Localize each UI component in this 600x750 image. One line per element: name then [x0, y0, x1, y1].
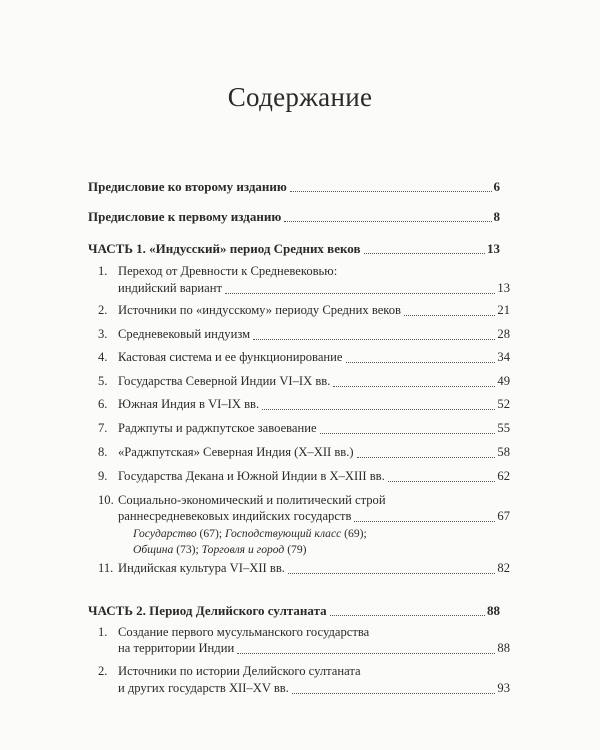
- toc-part-page: 88: [487, 603, 500, 618]
- toc-part-label: ЧАСТЬ 1. «Индусский» период Средних веков: [88, 241, 361, 256]
- subtopic-link[interactable]: Торговля и город: [201, 543, 285, 556]
- toc-item-9[interactable]: [88, 468, 510, 485]
- toc-item-number: 2.: [98, 303, 108, 317]
- leader-dots: [284, 220, 491, 222]
- subtopic-link[interactable]: Государство: [133, 527, 197, 540]
- toc-item-label: Южная Индия в VI–IX вв.: [118, 397, 260, 411]
- toc-item-11[interactable]: [88, 560, 510, 577]
- leader-dots: [225, 292, 495, 294]
- leader-dots: [346, 361, 496, 363]
- toc-item-page: 93: [497, 681, 510, 695]
- toc-item-7[interactable]: [88, 420, 510, 437]
- toc-item-page: 13: [497, 281, 510, 295]
- toc-item-number: 5.: [98, 374, 108, 388]
- toc-item-number: 8.: [98, 445, 108, 459]
- toc-item-1[interactable]: [88, 280, 510, 297]
- toc-subtopics-line1: [133, 526, 367, 541]
- toc-item-6[interactable]: [88, 396, 510, 413]
- toc-item-number: 4.: [98, 350, 108, 364]
- toc-item-8[interactable]: [88, 444, 510, 461]
- toc-item-text: Переход от Древности к Средневековью:: [118, 264, 338, 278]
- toc-item-2[interactable]: [88, 302, 510, 319]
- leader-dots: [364, 252, 486, 254]
- toc-item-5[interactable]: [88, 373, 510, 390]
- leader-dots: [404, 314, 495, 316]
- leader-dots: [354, 520, 495, 522]
- toc-entry-preface-second[interactable]: [88, 178, 500, 195]
- toc-item-number: 11.: [98, 561, 114, 575]
- toc-p2-item-2-line1: [98, 663, 361, 680]
- toc-item-10-line1: [98, 492, 386, 509]
- toc-item-number: 3.: [98, 327, 108, 341]
- toc-item-label: Государства Декана и Южной Индии в X–XIII вв.: [118, 469, 385, 483]
- toc-entry-page: 6: [493, 179, 500, 194]
- toc-item-number: 1.: [98, 264, 108, 278]
- leader-dots: [333, 385, 495, 387]
- toc-item-number: 1.: [98, 625, 108, 639]
- toc-item-text: Создание первого мусульманского государства: [118, 625, 370, 639]
- toc-entry-preface-first[interactable]: [88, 208, 500, 225]
- toc-item-page: 28: [497, 327, 510, 341]
- leader-dots: [330, 614, 485, 616]
- toc-item-label: Государства Северной Индии VI–IX вв.: [118, 374, 331, 388]
- toc-item-page: 82: [497, 561, 510, 575]
- subtopic-page: (67);: [196, 527, 225, 540]
- toc-item-label: Кастовая система и ее функционирование: [118, 350, 343, 364]
- toc-item-label: Индийская культура VI–XII вв.: [118, 561, 285, 575]
- toc-item-label: на территории Индии: [118, 641, 235, 655]
- subtopic-page: (73);: [173, 543, 202, 556]
- toc-subtopics-line2: [133, 542, 307, 557]
- toc-item-page: 21: [497, 303, 510, 317]
- toc-part-1[interactable]: [88, 240, 500, 257]
- leader-dots: [253, 338, 495, 340]
- toc-item-page: 52: [497, 397, 510, 411]
- toc-item-page: 67: [497, 509, 510, 523]
- toc-part-label: ЧАСТЬ 2. Период Делийского султаната: [88, 603, 327, 618]
- toc-item-4[interactable]: [88, 349, 510, 366]
- leader-dots: [320, 432, 496, 434]
- leader-dots: [357, 456, 496, 458]
- toc-item-number: 7.: [98, 421, 108, 435]
- toc-item-page: 49: [497, 374, 510, 388]
- leader-dots: [388, 480, 496, 482]
- toc-item-page: 34: [497, 350, 510, 364]
- toc-item-number: 10.: [98, 493, 114, 507]
- toc-item-page: 58: [497, 445, 510, 459]
- toc-item-1-line1: [98, 263, 337, 280]
- toc-item-page: 88: [497, 641, 510, 655]
- subtopic-link[interactable]: Община: [133, 543, 174, 556]
- toc-item-text: Источники по истории Делийского султаната: [118, 664, 361, 678]
- page-title: Содержание: [227, 82, 373, 112]
- leader-dots: [237, 652, 495, 654]
- toc-p2-item-2[interactable]: [88, 680, 510, 697]
- toc-item-label: и других государств XII–XV вв.: [118, 681, 289, 695]
- toc-item-text: Социально-экономический и политический строй: [118, 493, 386, 507]
- toc-item-number: 9.: [98, 469, 108, 483]
- toc-part-page: 13: [487, 241, 500, 256]
- toc-item-label: «Раджпутская» Северная Индия (X–XII вв.): [118, 445, 354, 459]
- subtopic-link[interactable]: Господствующий класс: [224, 527, 342, 540]
- toc-item-label: индийский вариант: [118, 281, 222, 295]
- toc-p2-item-1-line1: [98, 624, 369, 641]
- leader-dots: [290, 190, 492, 192]
- toc-item-label: Источники по «индусскому» периоду Средних веков: [118, 303, 402, 317]
- toc-p2-item-1[interactable]: [88, 640, 510, 657]
- leader-dots: [288, 572, 495, 574]
- subtopic-page: (69);: [341, 527, 367, 540]
- leader-dots: [292, 692, 496, 694]
- toc-item-label: Раджпуты и раджпутское завоевание: [118, 421, 317, 435]
- toc-item-page: 55: [497, 421, 510, 435]
- toc-item-10[interactable]: [88, 508, 510, 525]
- toc-entry-page: 8: [493, 209, 500, 224]
- toc-part-2[interactable]: [88, 602, 500, 619]
- leader-dots: [262, 408, 495, 410]
- toc-item-3[interactable]: [88, 326, 510, 343]
- toc-item-number: 6.: [98, 397, 108, 411]
- toc-item-label: Средневековый индуизм: [118, 327, 251, 341]
- toc-item-number: 2.: [98, 664, 108, 678]
- subtopic-page: (79): [284, 543, 307, 556]
- toc-item-page: 62: [497, 469, 510, 483]
- toc-item-label: раннесредневековых индийских государств: [118, 509, 352, 523]
- toc-entry-label: Предисловие к первому изданию: [88, 209, 282, 224]
- toc-entry-label: Предисловие ко второму изданию: [88, 179, 287, 194]
